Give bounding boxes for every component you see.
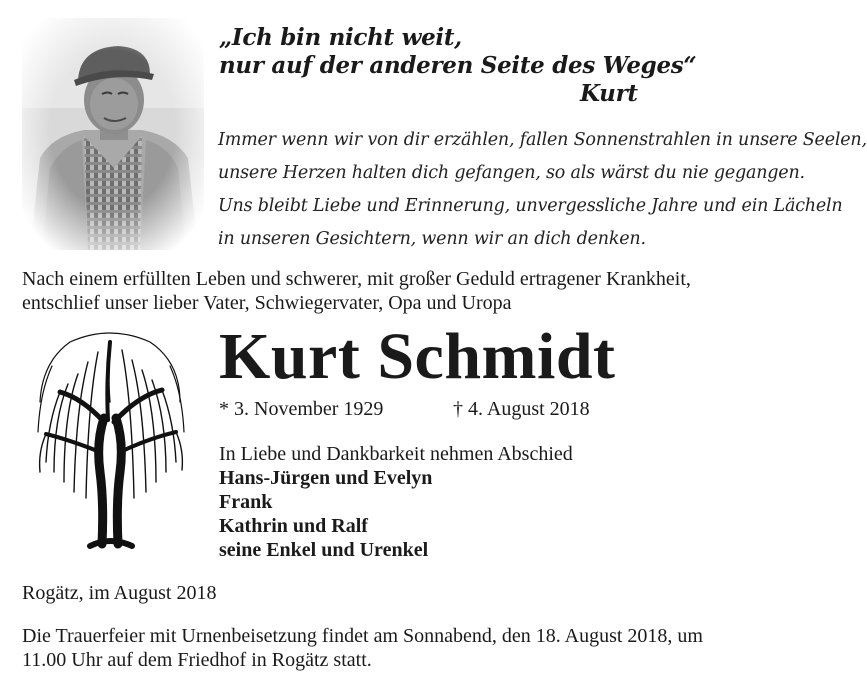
verse-line-3: Uns bleibt Liebe und Erinnerung, unvergessliche Jahre und ein Lächeln — [218, 196, 843, 216]
mourners-intro: In Liebe und Dankbarkeit nehmen Abschied — [219, 443, 573, 465]
mourner-name: Hans-Jürgen und Evelyn — [219, 467, 433, 489]
death-date: † 4. August 2018 — [453, 398, 590, 420]
place-date: Rogätz, im August 2018 — [22, 582, 217, 604]
quote-line-1: „Ich bin nicht weit, — [219, 24, 462, 51]
intro-line-2: entschlief unser lieber Vater, Schwiegervater, Opa und Uropa — [22, 292, 512, 314]
birth-date: * 3. November 1929 — [219, 398, 384, 420]
verse-line-1: Immer wenn wir von dir erzählen, fallen Sonnenstrahlen in unsere Seelen, — [218, 130, 867, 150]
intro-line-1: Nach einem erfüllten Leben und schwerer, mit großer Geduld ertragener Krankheit, — [22, 268, 691, 290]
deceased-name: Kurt Schmidt — [219, 320, 616, 393]
funeral-line-1: Die Trauerfeier mit Urnenbeisetzung findet am Sonnabend, den 18. August 2018, um — [22, 625, 703, 647]
weeping-willow-icon — [30, 322, 190, 548]
quote-author: Kurt — [580, 80, 638, 107]
mourner-name: seine Enkel und Urenkel — [219, 539, 429, 561]
verse-line-4: in unseren Gesichtern, wenn wir an dich denken. — [218, 229, 646, 249]
portrait-photo — [22, 18, 204, 250]
verse-line-2: unsere Herzen halten dich gefangen, so als wärst du nie gegangen. — [218, 163, 805, 183]
funeral-line-2: 11.00 Uhr auf dem Friedhof in Rogätz statt. — [22, 649, 372, 671]
mourner-name: Frank — [219, 491, 273, 513]
mourner-name: Kathrin und Ralf — [219, 515, 368, 537]
quote-line-2: nur auf der anderen Seite des Weges“ — [219, 52, 697, 79]
